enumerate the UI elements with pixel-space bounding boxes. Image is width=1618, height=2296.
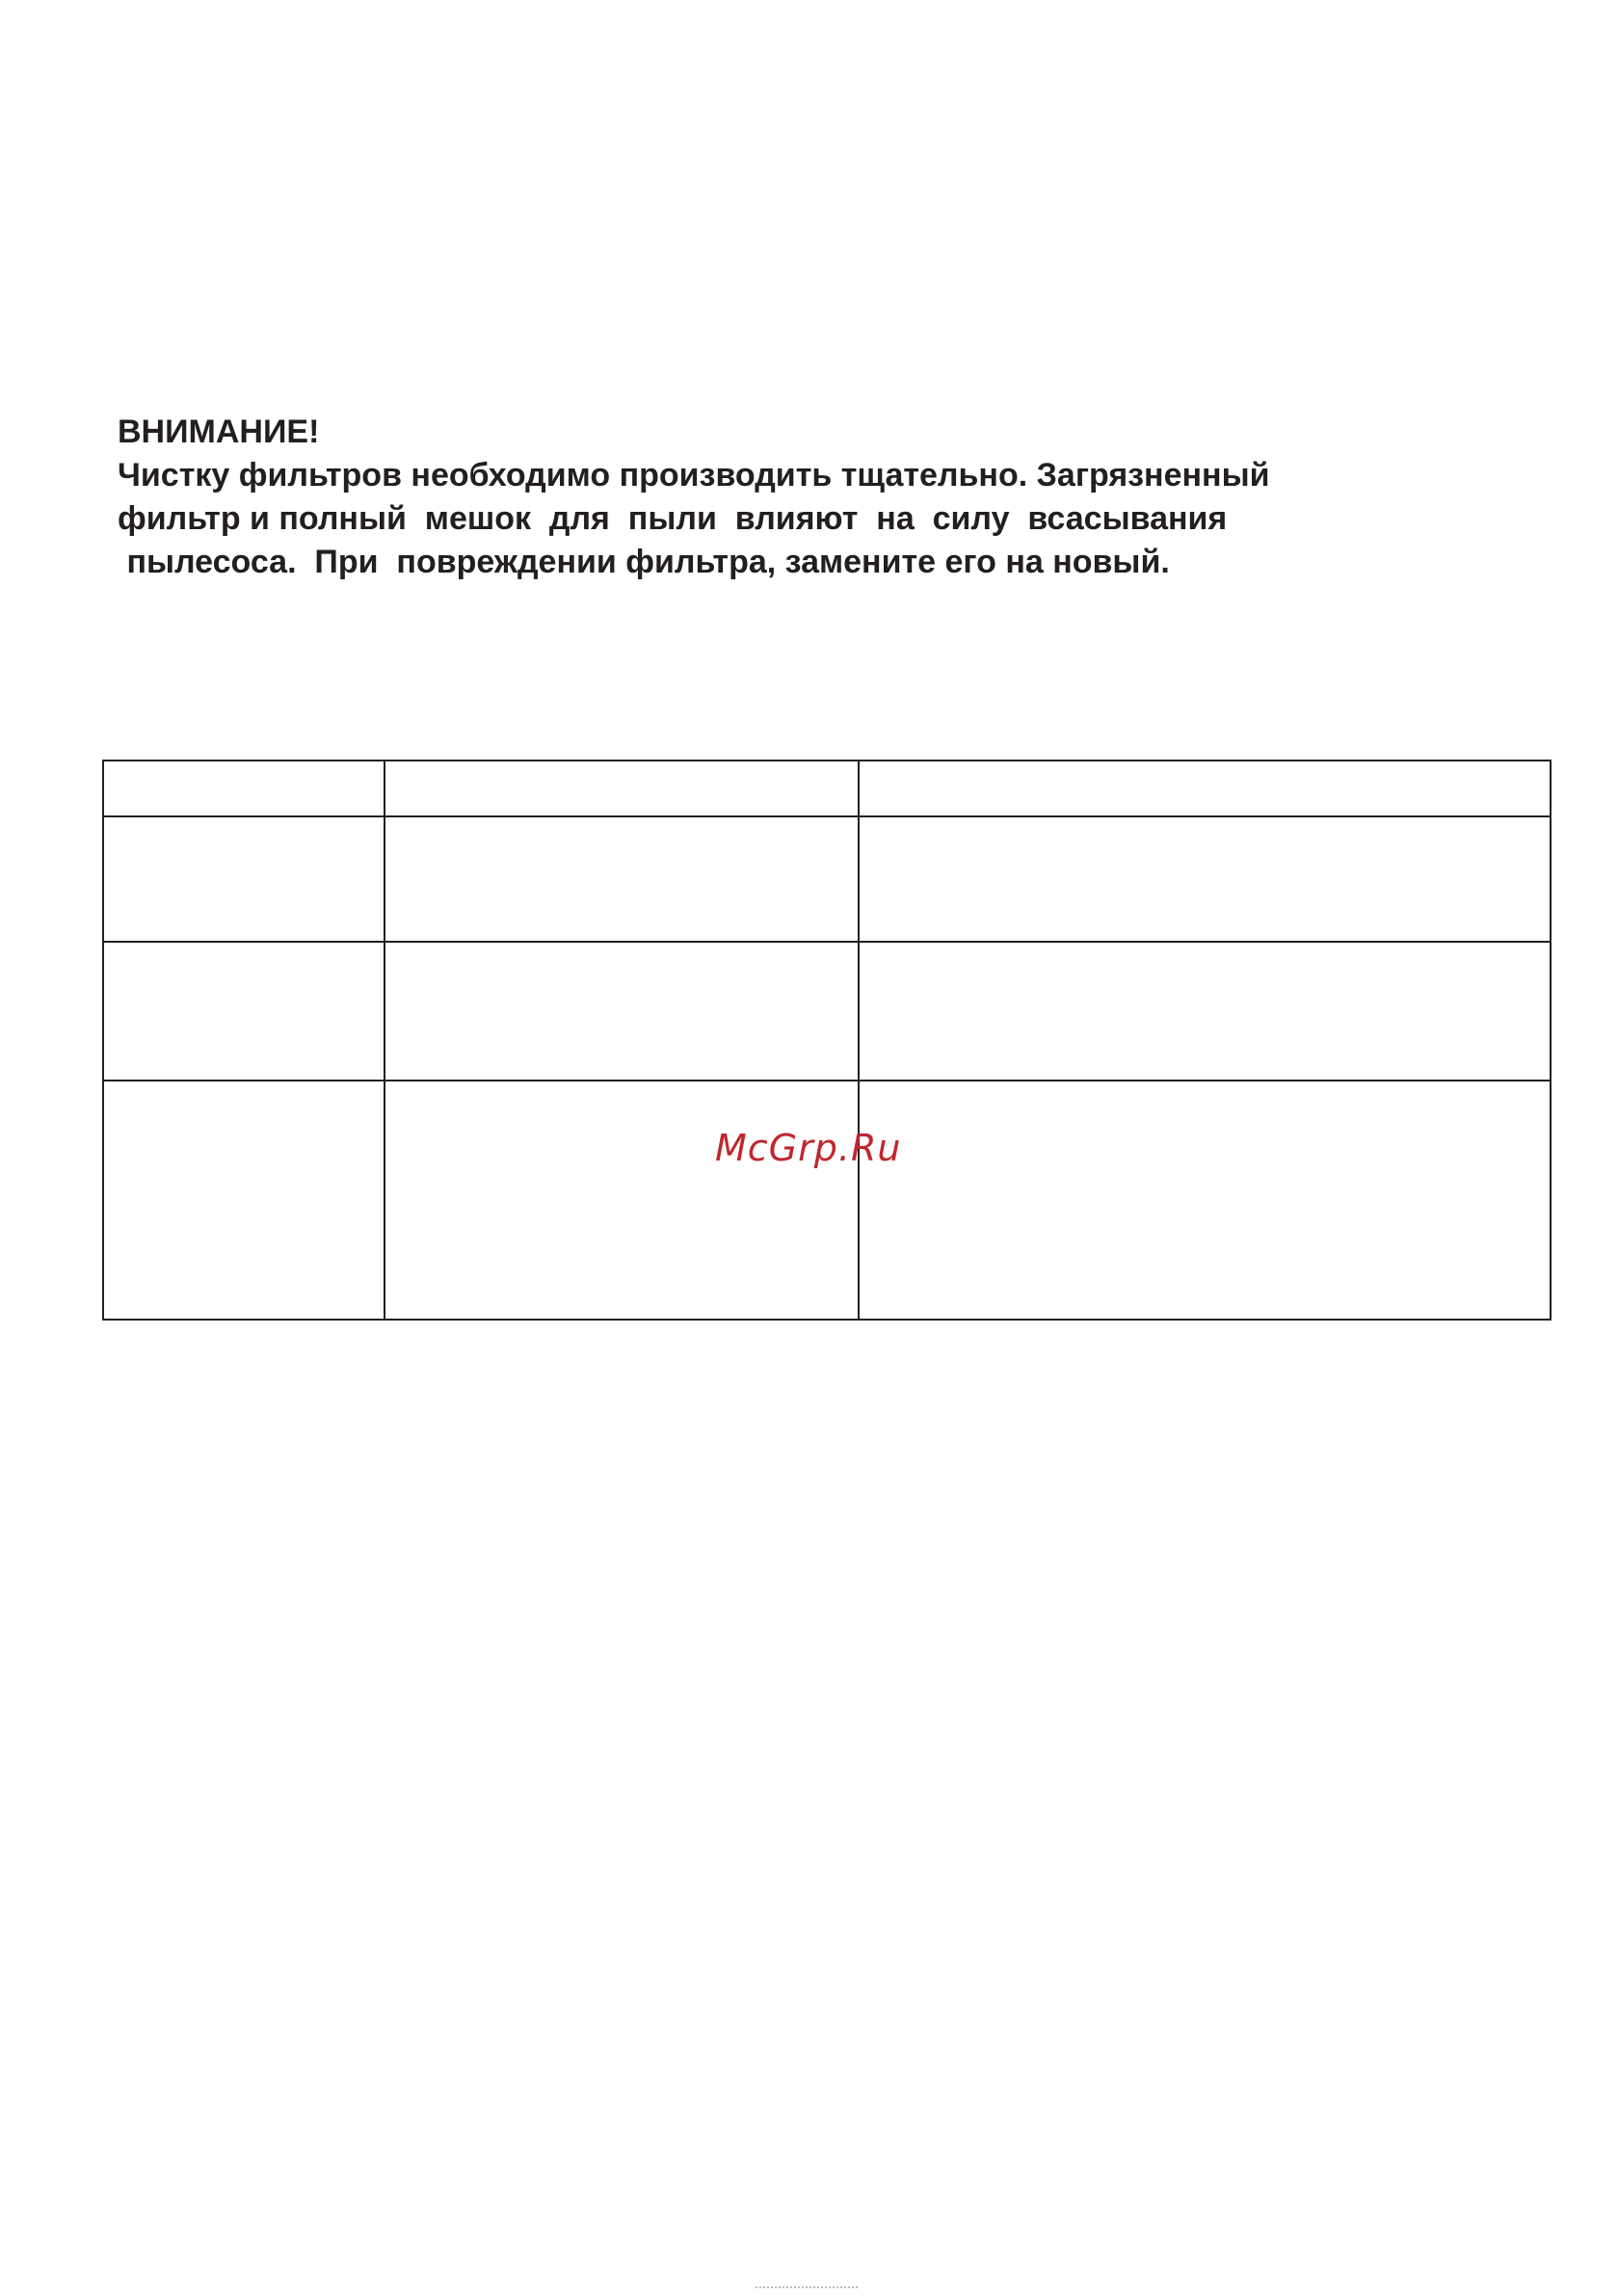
table-grid: [102, 760, 1552, 1321]
table-cell: [385, 816, 859, 942]
troubleshooting-table: [102, 760, 1550, 1319]
table-cell: [385, 1081, 859, 1320]
table-cell: [103, 1081, 385, 1320]
table-header-row: [103, 761, 1551, 816]
watermark: McGrp.Ru: [715, 1127, 902, 1169]
warning-text-line-1: Чистку фильтров необходимо производить тщательно. Загрязненный: [118, 457, 1270, 494]
table-cell: [859, 761, 1551, 816]
table-cell: [103, 942, 385, 1081]
footer-divider: [756, 2286, 858, 2292]
table-row: [103, 1081, 1551, 1320]
warning-title: ВНИМАНИЕ!: [118, 414, 320, 450]
table-cell: [385, 942, 859, 1081]
table-cell: [103, 761, 385, 816]
warning-notice: [118, 411, 1544, 584]
table-cell: [103, 816, 385, 942]
table-cell: [859, 816, 1551, 942]
table-row: [103, 816, 1551, 942]
warning-text-line-3: пылесоса. При повреждении фильтра, замените его на новый.: [118, 544, 1170, 580]
table-cell: [859, 1081, 1551, 1320]
table-row: [103, 942, 1551, 1081]
table-cell: [859, 942, 1551, 1081]
table-cell: [385, 761, 859, 816]
warning-text-line-2: фильтр и полный мешок для пыли влияют на силу всасывания: [118, 500, 1228, 537]
